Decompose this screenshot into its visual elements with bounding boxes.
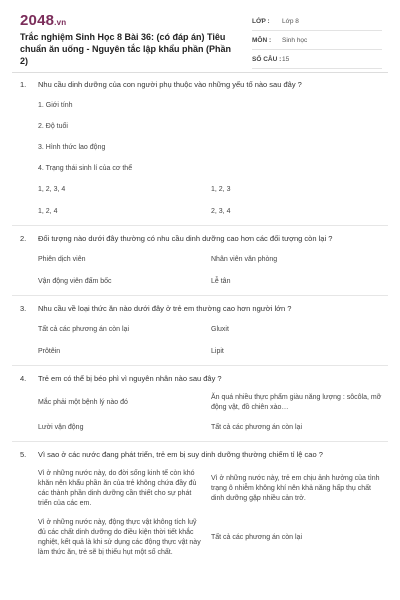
question-5-number: 5. [20,450,27,459]
meta-mon [252,33,382,50]
question-1-head [0,80,400,90]
question-5-option-a[interactable]: Vì ở những nước này, do đời sống kinh tế còn khó khăn nên khẩu phần ăn của trẻ không chứa đầy đủ các thành phần dinh dưỡng cần thiết cho sự phát triển của các em. [38,470,197,507]
question-1-options-row2 [0,207,400,217]
question-3-text: Nhu cầu về loại thức ăn nào dưới đây ở trẻ em thường cao hơn người lớn ? [38,304,292,313]
question-2-option-c[interactable]: Vận động viên đấm bốc [38,278,112,285]
question-3-head [0,304,400,314]
question-3 [0,304,400,366]
logo-suffix: .vn [54,18,67,27]
question-5-option-c[interactable]: Vì ở những nước này, động thực vật không tích luỹ đủ các chất dinh dưỡng do điều kiện thời tiết khắc nghiệt, kết quả là khi sử dụng các động thực vật này làm thức ăn, trẻ sẽ bị thiếu hụt một số chất. [38,519,201,556]
question-3-options [0,325,400,335]
question-4-option-d[interactable]: Tất cả các phương án còn lại [211,424,302,431]
question-3-number: 3. [20,304,27,313]
meta-socau-value: 15 [282,56,290,63]
question-1-statement-1: 1. Giới tính [38,102,73,109]
question-1-text: Nhu cầu dinh dưỡng của con người phụ thuộc vào những yếu tố nào sau đây ? [38,80,302,89]
question-2-text: Đối tượng nào dưới đây thường có nhu cầu dinh dưỡng cao hơn các đối tượng còn lại ? [38,234,333,243]
question-2-head [0,234,400,244]
separator [12,295,388,296]
question-2-options [0,255,400,265]
question-4-head [0,374,400,384]
question-1-options [0,185,400,195]
question-5-text: Vì sao ở các nước đang phát triển, trẻ em bị suy dinh dưỡng thường chiếm tỉ lệ cao ? [38,450,323,459]
separator [12,365,388,366]
question-2-options-row2 [0,277,400,287]
question-1-statement-2: 2. Độ tuổi [38,123,68,130]
header-divider [12,72,388,73]
header [0,0,400,70]
question-2-option-a[interactable]: Phiên dịch viên [38,256,86,263]
question-1-option-a[interactable]: 1, 2, 3, 4 [38,186,66,193]
meta-lop-label: LỚP : [252,18,270,25]
question-2-option-b[interactable]: Nhân viên văn phòng [211,256,278,263]
question-4-options [0,393,400,413]
question-1-option-c[interactable]: 1, 2, 4 [38,208,58,215]
meta-lop-value: Lớp 8 [282,18,299,25]
question-3-option-c[interactable]: Prôtêin [38,348,61,355]
question-1-number: 1. [20,80,27,89]
meta-box [252,14,382,71]
question-5-option-d[interactable]: Tất cả các phương án còn lại [211,534,302,541]
question-1-option-d[interactable]: 2, 3, 4 [211,208,231,215]
question-5-options [0,469,400,509]
separator [12,441,388,442]
question-1-statement-4: 4. Trạng thái sinh lí của cơ thể [38,165,133,172]
question-1-option-b[interactable]: 1, 2, 3 [211,186,231,193]
meta-mon-label: MÔN : [252,37,272,44]
question-2-option-d[interactable]: Lễ tân [211,278,231,285]
separator [12,225,388,226]
question-4-text: Trẻ em có thể bị béo phì vì nguyên nhân nào sau đây ? [38,374,222,383]
meta-socau [252,52,382,69]
question-1-statement-3: 3. Hình thức lao động [38,144,106,151]
question-5-options-row2 [0,518,400,558]
page-title: Trắc nghiệm Sinh Học 8 Bài 36: (có đáp án) Tiêu chuẩn ăn uống - Nguyên tắc lập khẩu phần (Phần 2) [20,32,232,66]
question-3-options-row2 [0,347,400,357]
meta-lop [252,14,382,31]
question-4-options-row2 [0,423,400,433]
meta-socau-label: SỐ CÂU : [252,56,282,63]
question-3-option-b[interactable]: Gluxit [211,326,229,333]
question-5-option-b[interactable]: Vì ở những nước này, trẻ em chịu ảnh hưởng của tình trạng ô nhiễm không khí nên khả năng hấp thụ chất dinh dưỡng gặp nhiều cản trở. [211,475,380,502]
question-3-option-d[interactable]: Lipit [211,348,224,355]
question-5-head [0,450,400,460]
question-4-option-b[interactable]: Ăn quá nhiều thực phẩm giàu năng lượng : sôcôla, mỡ động vật, đồ chiên xào… [211,394,382,411]
logo-main: 2048 [20,12,55,29]
meta-mon-value: Sinh học [282,37,308,44]
question-4-option-c[interactable]: Lười vận động [38,424,84,431]
question-3-option-a[interactable]: Tất cả các phương án còn lại [38,326,129,333]
question-4-number: 4. [20,374,27,383]
site-logo[interactable] [20,12,66,29]
question-4-option-a[interactable]: Mắc phải một bệnh lý nào đó [38,399,128,406]
question-4 [0,374,400,442]
question-2 [0,234,400,296]
question-5 [0,450,400,558]
question-list [0,80,400,558]
question-2-number: 2. [20,234,27,243]
question-1 [0,80,400,226]
